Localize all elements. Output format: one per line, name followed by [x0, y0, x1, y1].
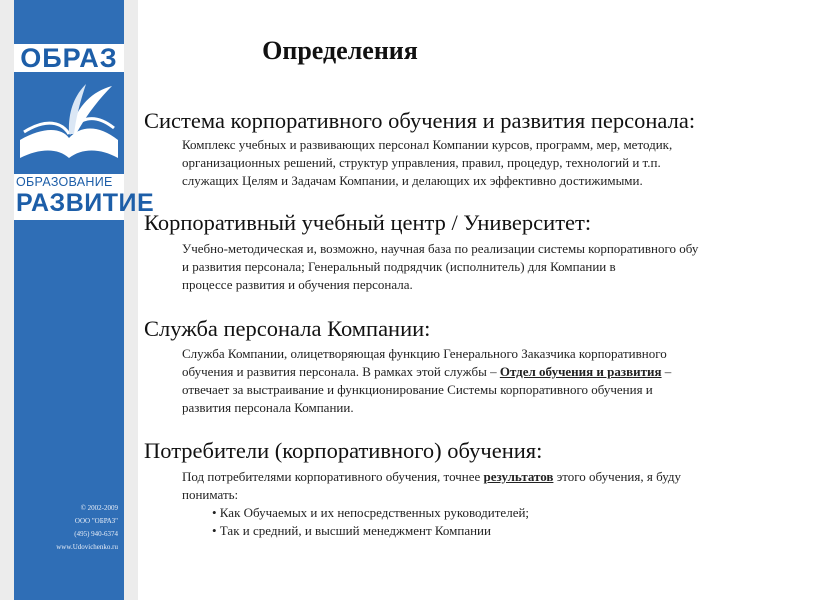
logo-subtitle [14, 174, 155, 220]
body-text: обучения и развития персонала. В рамках этой службы – [182, 364, 500, 379]
open-book-icon [14, 78, 124, 170]
logo [0, 38, 155, 217]
body-line [182, 363, 822, 381]
training-department-link[interactable]: Отдел обучения и развития [499, 364, 662, 379]
logo-subtitle-line2: РАЗВИТИЕ [16, 189, 155, 217]
bullet-item: • Как Обучаемых и их непосредственных руководителей; [212, 505, 530, 520]
copyright-company: ООО "ОБРАЗ" [74, 517, 118, 525]
body-line: Служба Компании, олицетворяющая функцию Генерального Заказчика корпоративного [182, 346, 667, 361]
body-line: Учебно-методическая и, возможно, научная база по реализации системы корпоративного обу [182, 241, 699, 256]
body-line: понимать: [182, 487, 239, 502]
page-title: Определения [262, 36, 418, 65]
body-line: служащих Целям и Задачам Компании, и делающих их эффективно достижимыми. [182, 173, 643, 188]
body-line: и развития персонала; Генеральный подрядчик (исполнитель) для Компании в [182, 259, 616, 274]
slide-content [140, 0, 800, 600]
section-heading-consumers: Потребители (корпоративного) обучения: [144, 438, 543, 463]
copyright-years: © 2002-2009 [80, 504, 118, 512]
bullet-item: • Так и средний, и высший менеджмент Компании [212, 523, 491, 538]
section-heading-training-center: Корпоративный учебный центр / Университет: [144, 210, 592, 235]
body-line: процессе развития и обучения персонала. [182, 277, 413, 292]
section-body-system [182, 136, 822, 190]
section-heading-system: Система корпоративного обучения и развития персонала: [144, 108, 696, 133]
copyright-block [14, 502, 124, 554]
section-body-training-center [182, 240, 822, 294]
section-body-consumers [182, 468, 822, 540]
logo-subtitle-line1: ОБРАЗОВАНИЕ [16, 175, 113, 189]
copyright-website: www.Udovichenko.ru [56, 543, 118, 551]
section-body-hr-service [182, 345, 822, 417]
body-text: этого обучения, я буду [553, 469, 681, 484]
body-line [182, 468, 822, 486]
results-link[interactable]: результатов [483, 469, 554, 484]
logo-title: ОБРАЗ [14, 44, 124, 72]
body-text: – [661, 364, 672, 379]
body-line: организационных решений, структур управления, правил, процедур, технологий и т.п. [182, 155, 661, 170]
sidebar [0, 0, 155, 600]
body-line: развития персонала Компании. [182, 400, 354, 415]
section-heading-hr-service: Служба персонала Компании: [144, 316, 431, 341]
body-line: Комплекс учебных и развивающих персонал Компании курсов, программ, мер, методик, [182, 137, 673, 152]
body-text: Под потребителями корпоративного обучения, точнее [182, 469, 484, 484]
body-line: отвечает за выстраивание и функционирование Системы корпоративного обучения и [182, 382, 653, 397]
copyright-phone: (495) 940-6374 [74, 530, 118, 538]
